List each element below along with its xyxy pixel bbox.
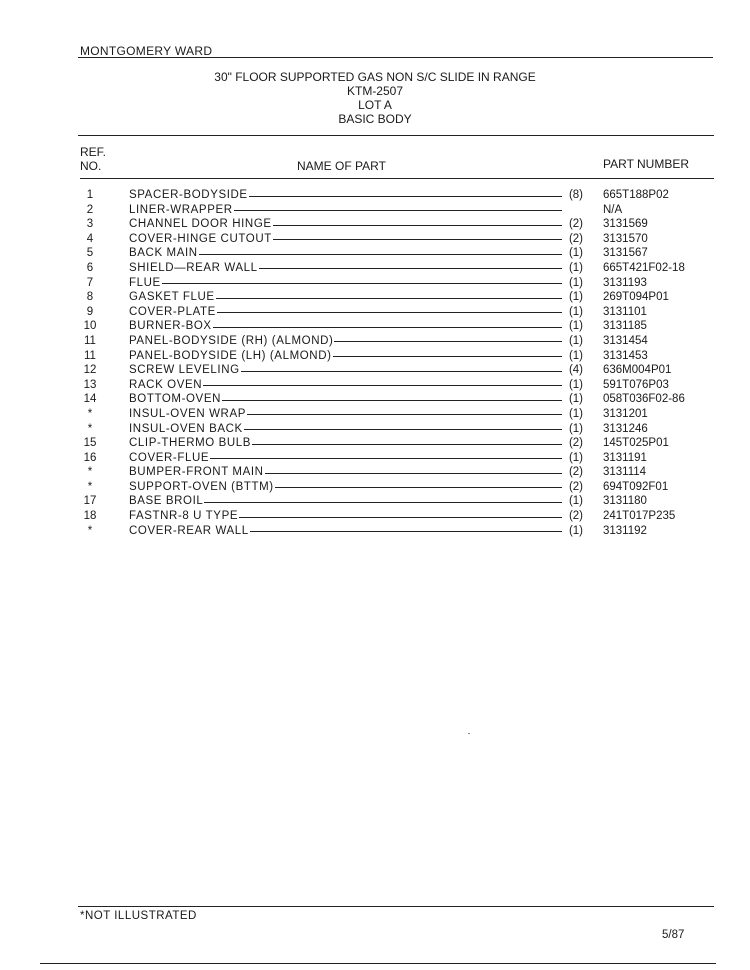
part-name: COVER-HINGE CUTOUT (129, 232, 272, 245)
ref-number: 14 (83, 393, 97, 406)
part-number: 3131191 (603, 451, 647, 464)
leader-line (203, 385, 562, 386)
part-quantity: (1) (568, 407, 583, 420)
part-name: INSUL-OVEN BACK (129, 422, 243, 435)
table-row (0, 188, 750, 203)
table-row (0, 334, 750, 349)
part-number: 269T094P01 (603, 291, 669, 304)
leader-line (222, 400, 562, 401)
leader-line (210, 458, 562, 459)
ref-number: 1 (86, 189, 94, 201)
part-name: PANEL-BODYSIDE (RH) (ALMOND) (129, 334, 334, 347)
part-quantity: (1) (568, 276, 583, 289)
part-number: 665T421F02-18 (603, 261, 685, 274)
ref-number: 15 (83, 437, 97, 450)
part-name-leader (129, 509, 583, 523)
leader-line (216, 298, 562, 299)
part-name: PANEL-BODYSIDE (LH) (ALMOND) (129, 349, 332, 362)
part-quantity: (1) (568, 393, 583, 406)
part-name: COVER-REAR WALL (129, 524, 249, 537)
document-title (0, 70, 750, 126)
ref-number: 6 (86, 261, 94, 274)
ref-number: * (87, 422, 93, 435)
part-quantity: (2) (568, 232, 583, 245)
part-name-leader (129, 246, 583, 260)
part-name: BURNER-BOX (129, 320, 212, 333)
ref-number: 11 (84, 349, 96, 362)
part-quantity: (1) (568, 305, 583, 318)
part-number: 3131101 (603, 305, 647, 318)
column-header-part-number: PART NUMBER (603, 157, 690, 171)
part-number: 058T036F02-86 (603, 393, 685, 406)
footer-rule (78, 906, 714, 907)
ref-number: * (87, 466, 93, 479)
specks (468, 733, 470, 734)
table-row (0, 509, 750, 524)
part-number: 145T025P01 (603, 437, 669, 450)
table-row (0, 436, 750, 451)
part-name-leader (129, 363, 583, 377)
leader-line (275, 487, 562, 488)
leader-line (217, 312, 562, 313)
table-row (0, 290, 750, 305)
part-number: 3131193 (603, 276, 647, 289)
part-quantity: (1) (568, 451, 583, 464)
table-row (0, 203, 750, 218)
table-row (0, 465, 750, 480)
part-quantity: (1) (568, 291, 583, 304)
header-rule (80, 178, 714, 179)
leader-line (247, 414, 562, 415)
part-name-leader (129, 217, 583, 231)
leader-line (199, 254, 562, 255)
part-quantity: (1) (568, 261, 583, 274)
brand-name: MONTGOMERY WARD (80, 44, 213, 58)
part-name: CHANNEL DOOR HINGE (129, 218, 272, 231)
ref-number: 4 (86, 232, 94, 245)
leader-line (252, 444, 562, 445)
part-name-leader (129, 480, 583, 494)
part-name: SPACER-BODYSIDE (129, 189, 248, 201)
part-name-leader (129, 232, 583, 246)
part-number: 3131453 (603, 349, 648, 362)
table-row (0, 451, 750, 466)
table-row (0, 232, 750, 247)
part-quantity: (1) (568, 349, 583, 362)
part-name: BASE BROIL (129, 495, 204, 508)
part-quantity: (1) (568, 495, 583, 508)
part-quantity: (2) (568, 510, 583, 523)
part-name-leader (129, 261, 583, 275)
part-number: 591T076P03 (603, 378, 669, 391)
part-quantity: (1) (568, 422, 583, 435)
part-name: CLIP-THERMO BULB (129, 437, 252, 450)
part-name-leader (129, 436, 583, 450)
ref-number: 18 (83, 510, 97, 523)
part-name: COVER-PLATE (129, 305, 216, 318)
top-rule (78, 57, 713, 58)
ref-number: 16 (83, 451, 97, 464)
table-row (0, 378, 750, 393)
part-number: 241T017P235 (603, 510, 676, 523)
leader-line (213, 327, 562, 328)
leader-line (204, 502, 562, 503)
part-quantity: (2) (568, 218, 583, 231)
part-number: 3131569 (603, 218, 648, 231)
leader-line (162, 283, 562, 284)
title-rule (78, 135, 714, 136)
part-quantity: (8) (568, 189, 583, 201)
part-number: 3131454 (603, 334, 648, 347)
leader-line (273, 225, 562, 226)
title-line-1: 30" FLOOR SUPPORTED GAS NON S/C SLIDE IN RANGE (214, 70, 536, 84)
leader-line (273, 239, 562, 240)
lot: LOT A (358, 98, 392, 112)
ref-number: * (87, 524, 93, 537)
ref-number: 5 (86, 247, 94, 260)
leader-line (333, 356, 562, 357)
part-quantity: (2) (568, 437, 583, 450)
ref-number: * (87, 407, 93, 420)
page-date: 5/87 (662, 929, 685, 941)
part-name: LINER-WRAPPER (129, 203, 233, 216)
part-name: BACK MAIN (129, 247, 198, 260)
part-name: FASTNR-8 U TYPE (129, 510, 239, 523)
part-quantity: (2) (568, 466, 583, 479)
footnote: *NOT ILLUSTRATED (80, 910, 197, 922)
table-row (0, 217, 750, 232)
part-quantity: (2) (568, 480, 583, 493)
part-name: GASKET FLUE (129, 291, 215, 304)
ref-number: 9 (86, 305, 94, 318)
part-name-leader (129, 451, 583, 465)
leader-line (250, 531, 562, 532)
part-name-leader (129, 319, 583, 333)
part-name-leader (129, 524, 583, 538)
part-name-leader (129, 392, 583, 406)
part-name: FLUE (129, 276, 161, 289)
part-number: 3131201 (603, 407, 648, 420)
ref-number: 3 (86, 218, 94, 231)
part-quantity: (1) (568, 524, 583, 537)
leader-line (259, 268, 562, 269)
ref-number: 13 (83, 378, 97, 391)
leader-line (239, 517, 562, 518)
table-row (0, 392, 750, 407)
part-name-leader (129, 494, 583, 508)
part-name: SUPPORT-OVEN (BTTM) (129, 480, 274, 493)
part-name: BUMPER-FRONT MAIN (129, 466, 264, 479)
part-name-leader (129, 203, 583, 217)
table-row (0, 305, 750, 320)
leader-line (234, 210, 562, 211)
leader-line (244, 429, 562, 430)
table-row (0, 480, 750, 495)
part-name-leader (129, 305, 583, 319)
part-number: 3131114 (603, 466, 647, 479)
part-number: 3131570 (603, 232, 648, 245)
part-quantity: (1) (568, 247, 583, 260)
ref-number: 12 (83, 364, 97, 377)
section-name: BASIC BODY (338, 112, 412, 126)
part-name-leader (129, 188, 583, 202)
leader-line (334, 341, 562, 342)
part-name: SCREW LEVELING (129, 364, 240, 377)
leader-line (265, 473, 562, 474)
part-name-leader (129, 334, 583, 348)
table-row (0, 261, 750, 276)
ref-number: 11 (84, 334, 96, 347)
part-number: 3131246 (603, 422, 648, 435)
column-header-ref: REF. NO. (80, 145, 107, 173)
part-quantity: (1) (568, 378, 583, 391)
part-name-leader (129, 349, 583, 363)
part-name-leader (129, 378, 583, 392)
ref-number: 2 (86, 203, 94, 216)
table-row (0, 319, 750, 334)
part-name: RACK OVEN (129, 378, 203, 391)
part-quantity: (1) (568, 334, 583, 347)
part-name: INSUL-OVEN WRAP (129, 407, 246, 420)
table-row (0, 494, 750, 509)
table-row (0, 246, 750, 261)
part-number: 636M004P01 (603, 364, 672, 377)
ref-number: 8 (86, 291, 94, 304)
part-number: 3131185 (603, 320, 647, 333)
part-name-leader (129, 422, 583, 436)
part-name-leader (129, 407, 583, 421)
model-number: KTM-2507 (346, 84, 404, 98)
table-row (0, 276, 750, 291)
part-number: 3131192 (603, 524, 647, 537)
ref-number: * (87, 480, 93, 493)
leader-line (249, 196, 562, 197)
part-name: SHIELD—REAR WALL (129, 261, 258, 274)
leader-line (241, 371, 562, 372)
parts-list (0, 188, 750, 538)
column-header-name: NAME OF PART (297, 159, 386, 173)
part-quantity: (1) (568, 320, 583, 333)
part-quantity: (4) (568, 364, 583, 377)
part-number: 665T188P02 (603, 189, 669, 201)
bottom-rule (40, 963, 716, 964)
table-row (0, 524, 750, 539)
part-name-leader (129, 465, 583, 479)
part-number: 3131567 (603, 247, 648, 260)
part-number: N/A (603, 203, 623, 216)
ref-number: 7 (86, 276, 94, 289)
part-name-leader (129, 290, 583, 304)
table-row (0, 363, 750, 378)
ref-number: 10 (83, 320, 97, 333)
part-number: 694T092F01 (603, 480, 669, 493)
part-name-leader (129, 276, 583, 290)
table-row (0, 407, 750, 422)
table-row (0, 349, 750, 364)
part-number: 3131180 (603, 495, 647, 508)
table-row (0, 422, 750, 437)
part-name: BOTTOM-OVEN (129, 393, 222, 406)
part-name: COVER-FLUE (129, 451, 210, 464)
ref-number: 17 (83, 495, 97, 508)
